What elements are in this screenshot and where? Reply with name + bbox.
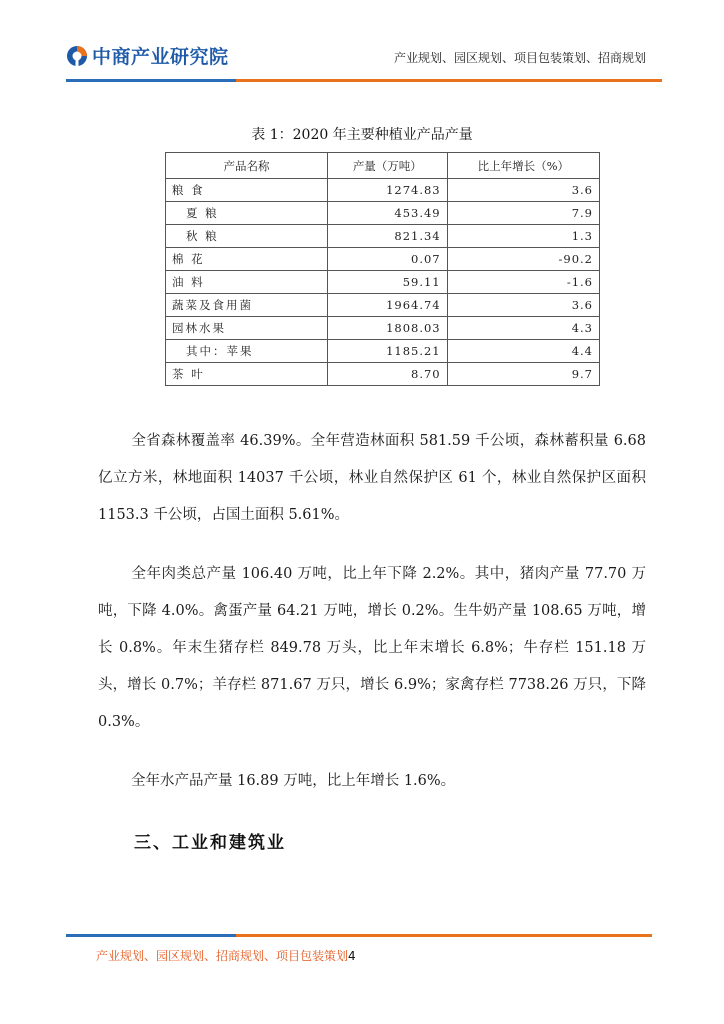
output-value: 1185.21 — [328, 340, 448, 363]
output-value: 1808.03 — [328, 317, 448, 340]
growth-value: -90.2 — [447, 248, 599, 271]
section-heading: 三、工业和建筑业 — [134, 833, 286, 853]
growth-value: 4.3 — [447, 317, 599, 340]
header-divider-orange — [236, 79, 662, 82]
paragraph-forestry-text: 全省森林覆盖率 46.39%。全年营造林面积 581.59 千公顷，森林蓄积量 6.68 亿立方米，林地面积 14037 千公顷，林业自然保护区 61 个，林业自然保护区面积 1153.3 千公顷，占国土面积 5.61%。 — [98, 433, 646, 523]
product-name: 茶 叶 — [166, 363, 328, 386]
product-name: 秋 粮 — [166, 225, 328, 248]
growth-value: 7.9 — [447, 202, 599, 225]
footer-tagline: 产业规划、园区规划、招商规划、项目包装策划 — [96, 949, 349, 963]
paragraph-aquatic — [98, 763, 646, 800]
product-name: 夏 粮 — [166, 202, 328, 225]
output-value: 1964.74 — [328, 294, 448, 317]
product-name: 蔬菜及食用菌 — [166, 294, 328, 317]
table-row — [166, 179, 600, 202]
growth-value: -1.6 — [447, 271, 599, 294]
product-name: 油 料 — [166, 271, 328, 294]
page-header — [0, 0, 724, 90]
paragraph-aquatic-text: 全年水产品产量 16.89 万吨，比上年增长 1.6%。 — [131, 773, 456, 789]
page-number: 4 — [348, 949, 356, 963]
growth-value: 4.4 — [447, 340, 599, 363]
product-name: 其中：苹果 — [166, 340, 328, 363]
product-name: 园林水果 — [166, 317, 328, 340]
paragraph-forestry — [98, 423, 646, 534]
output-value: 8.70 — [328, 363, 448, 386]
growth-value: 3.6 — [447, 179, 599, 202]
output-value: 0.07 — [328, 248, 448, 271]
table-row — [166, 340, 600, 363]
header-tagline: 产业规划、园区规划、项目包装策划、招商规划 — [393, 51, 646, 65]
header-divider-blue — [66, 79, 236, 82]
growth-value: 9.7 — [447, 363, 599, 386]
table-row — [166, 248, 600, 271]
paragraph-livestock — [98, 556, 646, 741]
footer-divider-orange — [236, 934, 652, 937]
company-logo — [66, 42, 229, 69]
output-value: 453.49 — [328, 202, 448, 225]
growth-value: 1.3 — [447, 225, 599, 248]
table-row — [166, 225, 600, 248]
footer-divider-blue — [66, 934, 236, 937]
output-value: 59.11 — [328, 271, 448, 294]
column-header-output: 产量（万吨） — [328, 153, 448, 179]
table-row — [166, 271, 600, 294]
paragraph-livestock-text: 全年肉类总产量 106.40 万吨，比上年下降 2.2%。其中，猪肉产量 77.70 万吨，下降 4.0%。禽蛋产量 64.21 万吨，增长 0.2%。生牛奶产量 108.65 万吨，增长 0.8%。年末生猪存栏 849.78 万头，比上年末增长 6.8%；牛存栏 151.18 万头，增长 0.7%；羊存栏 871.67 万只，增长 6.9%；家禽存栏 7738.26 万只，下降 0.3%。 — [98, 566, 646, 730]
growth-value: 3.6 — [447, 294, 599, 317]
crop-output-table — [165, 152, 600, 386]
logo-text: 中商产业研究院 — [92, 46, 229, 68]
page-footer — [96, 947, 356, 964]
column-header-product: 产品名称 — [166, 153, 328, 179]
logo-icon — [66, 45, 88, 67]
table-header-row — [166, 153, 600, 179]
output-value: 1274.83 — [328, 179, 448, 202]
product-name: 棉 花 — [166, 248, 328, 271]
output-value: 821.34 — [328, 225, 448, 248]
table-row — [166, 317, 600, 340]
product-name: 粮 食 — [166, 179, 328, 202]
table-caption: 表 1：2020 年主要种植业产品产量 — [251, 127, 473, 143]
table-row — [166, 294, 600, 317]
column-header-growth: 比上年增长（%） — [447, 153, 599, 179]
table-row — [166, 363, 600, 386]
table-row — [166, 202, 600, 225]
